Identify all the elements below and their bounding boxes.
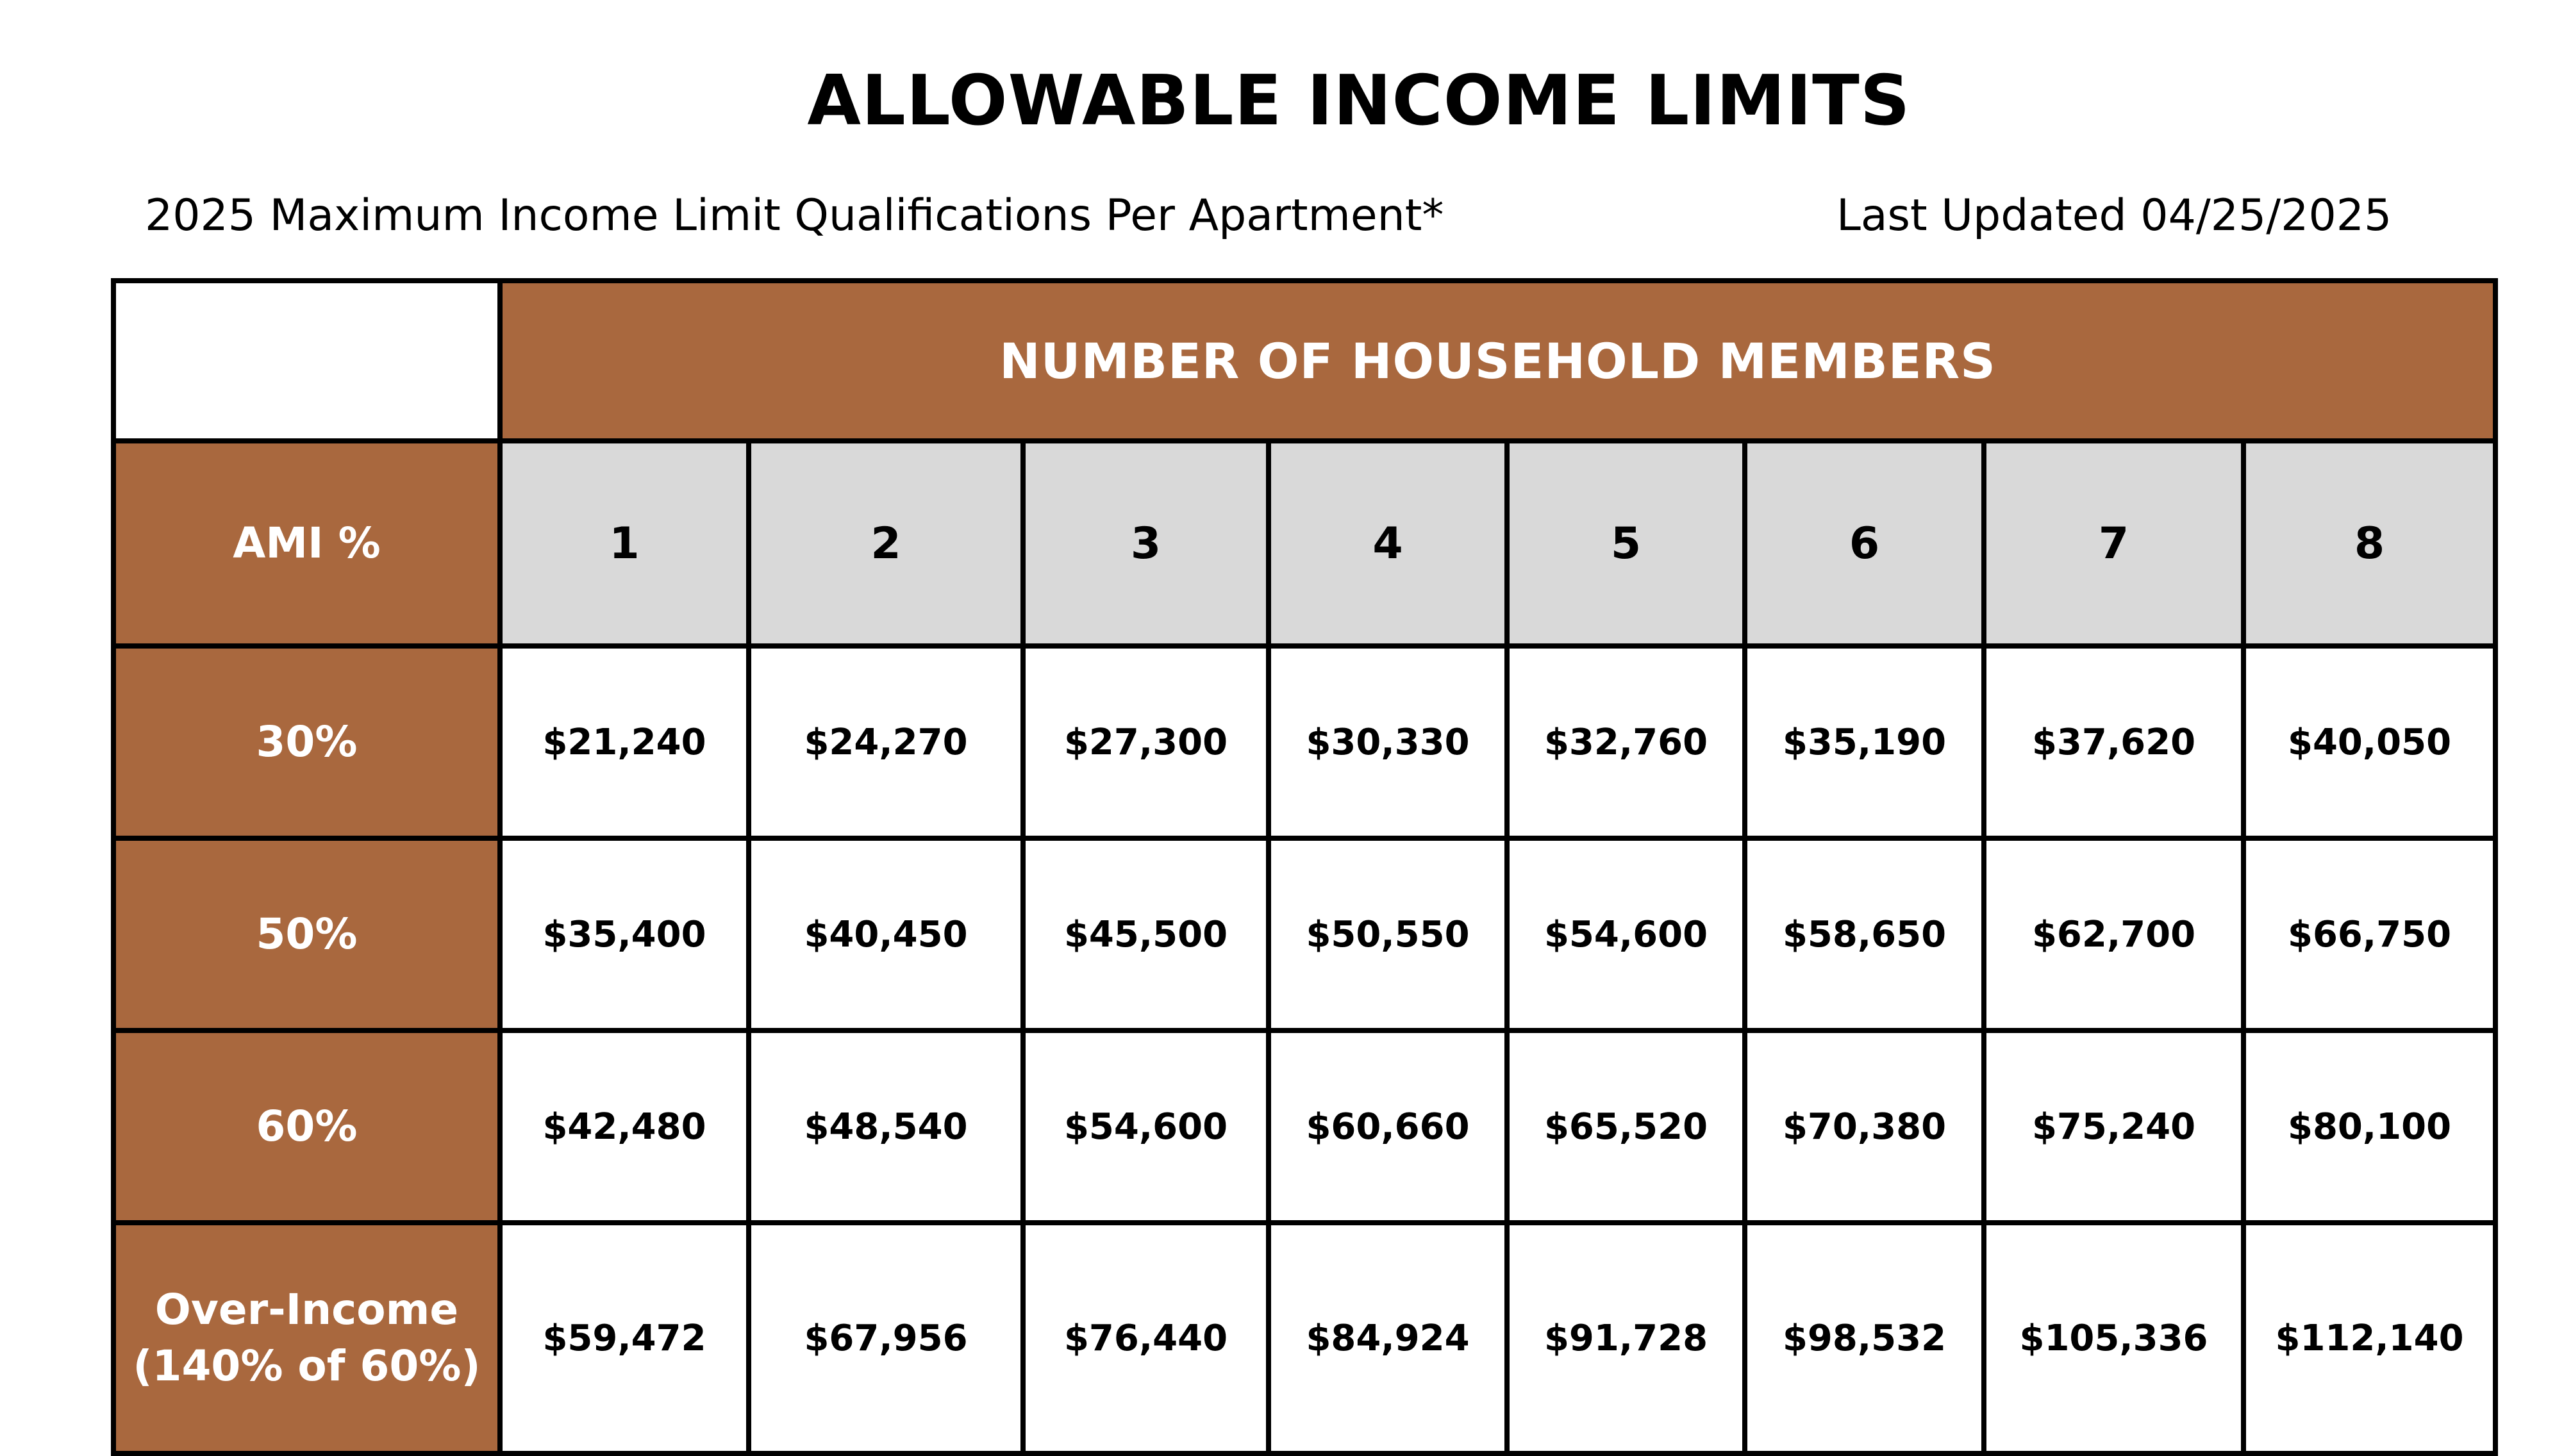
table-cell: $65,520 bbox=[1507, 1030, 1745, 1223]
group-header-row bbox=[113, 281, 2495, 441]
table-cell: $30,330 bbox=[1269, 646, 1507, 838]
table-row-60 bbox=[113, 1030, 2495, 1223]
table-cell: $58,650 bbox=[1745, 838, 1984, 1030]
page-title: ALLOWABLE INCOME LIMITS bbox=[807, 61, 1911, 141]
table-cell: $24,270 bbox=[749, 646, 1023, 838]
household-count-6: 6 bbox=[1745, 441, 1984, 646]
table-cell: $27,300 bbox=[1023, 646, 1269, 838]
table-cell: $75,240 bbox=[1984, 1030, 2244, 1223]
table-cell: $21,240 bbox=[500, 646, 749, 838]
table-row-50 bbox=[113, 838, 2495, 1030]
table-row-over-income bbox=[113, 1223, 2495, 1453]
row-label-30: 30% bbox=[113, 646, 500, 838]
table-cell: $32,760 bbox=[1507, 646, 1745, 838]
table-cell: $40,450 bbox=[749, 838, 1023, 1030]
corner-cell bbox=[113, 281, 500, 441]
table-cell: $66,750 bbox=[2244, 838, 2495, 1030]
household-count-2: 2 bbox=[749, 441, 1023, 646]
household-count-7: 7 bbox=[1984, 441, 2244, 646]
table-cell: $112,140 bbox=[2244, 1223, 2495, 1453]
table-cell: $60,660 bbox=[1269, 1030, 1507, 1223]
table-cell: $105,336 bbox=[1984, 1223, 2244, 1453]
table-cell: $54,600 bbox=[1023, 1030, 1269, 1223]
row-label-50: 50% bbox=[113, 838, 500, 1030]
table-cell: $67,956 bbox=[749, 1223, 1023, 1453]
ami-percent-header: AMI % bbox=[113, 441, 500, 646]
table-row-30 bbox=[113, 646, 2495, 838]
household-count-5: 5 bbox=[1507, 441, 1745, 646]
subtitle: 2025 Maximum Income Limit Qualifications Per Apartment* bbox=[145, 190, 1444, 241]
table-cell: $76,440 bbox=[1023, 1223, 1269, 1453]
table-cell: $84,924 bbox=[1269, 1223, 1507, 1453]
row-label-over-income-line1: Over-Income bbox=[154, 1285, 459, 1334]
table-cell: $54,600 bbox=[1507, 838, 1745, 1030]
last-updated: Last Updated 04/25/2025 bbox=[1836, 190, 2392, 241]
table-cell: $50,550 bbox=[1269, 838, 1507, 1030]
table-cell: $40,050 bbox=[2244, 646, 2495, 838]
table-cell: $35,190 bbox=[1745, 646, 1984, 838]
household-members-header: NUMBER OF HOUSEHOLD MEMBERS bbox=[500, 281, 2495, 441]
table-cell: $98,532 bbox=[1745, 1223, 1984, 1453]
table-cell: $70,380 bbox=[1745, 1030, 1984, 1223]
table-cell: $62,700 bbox=[1984, 838, 2244, 1030]
table-cell: $80,100 bbox=[2244, 1030, 2495, 1223]
table-cell: $59,472 bbox=[500, 1223, 749, 1453]
household-count-4: 4 bbox=[1269, 441, 1507, 646]
row-label-over-income-line2: (140% of 60%) bbox=[133, 1341, 481, 1391]
household-count-1: 1 bbox=[500, 441, 749, 646]
table-cell: $91,728 bbox=[1507, 1223, 1745, 1453]
row-label-over-income bbox=[113, 1223, 500, 1453]
table-cell: $37,620 bbox=[1984, 646, 2244, 838]
table-cell: $35,400 bbox=[500, 838, 749, 1030]
household-count-8: 8 bbox=[2244, 441, 2495, 646]
household-count-3: 3 bbox=[1023, 441, 1269, 646]
table-cell: $45,500 bbox=[1023, 838, 1269, 1030]
table-cell: $48,540 bbox=[749, 1030, 1023, 1223]
table-cell: $42,480 bbox=[500, 1030, 749, 1223]
row-label-60: 60% bbox=[113, 1030, 500, 1223]
household-count-row bbox=[113, 441, 2495, 646]
income-limits-table bbox=[111, 278, 2498, 1456]
